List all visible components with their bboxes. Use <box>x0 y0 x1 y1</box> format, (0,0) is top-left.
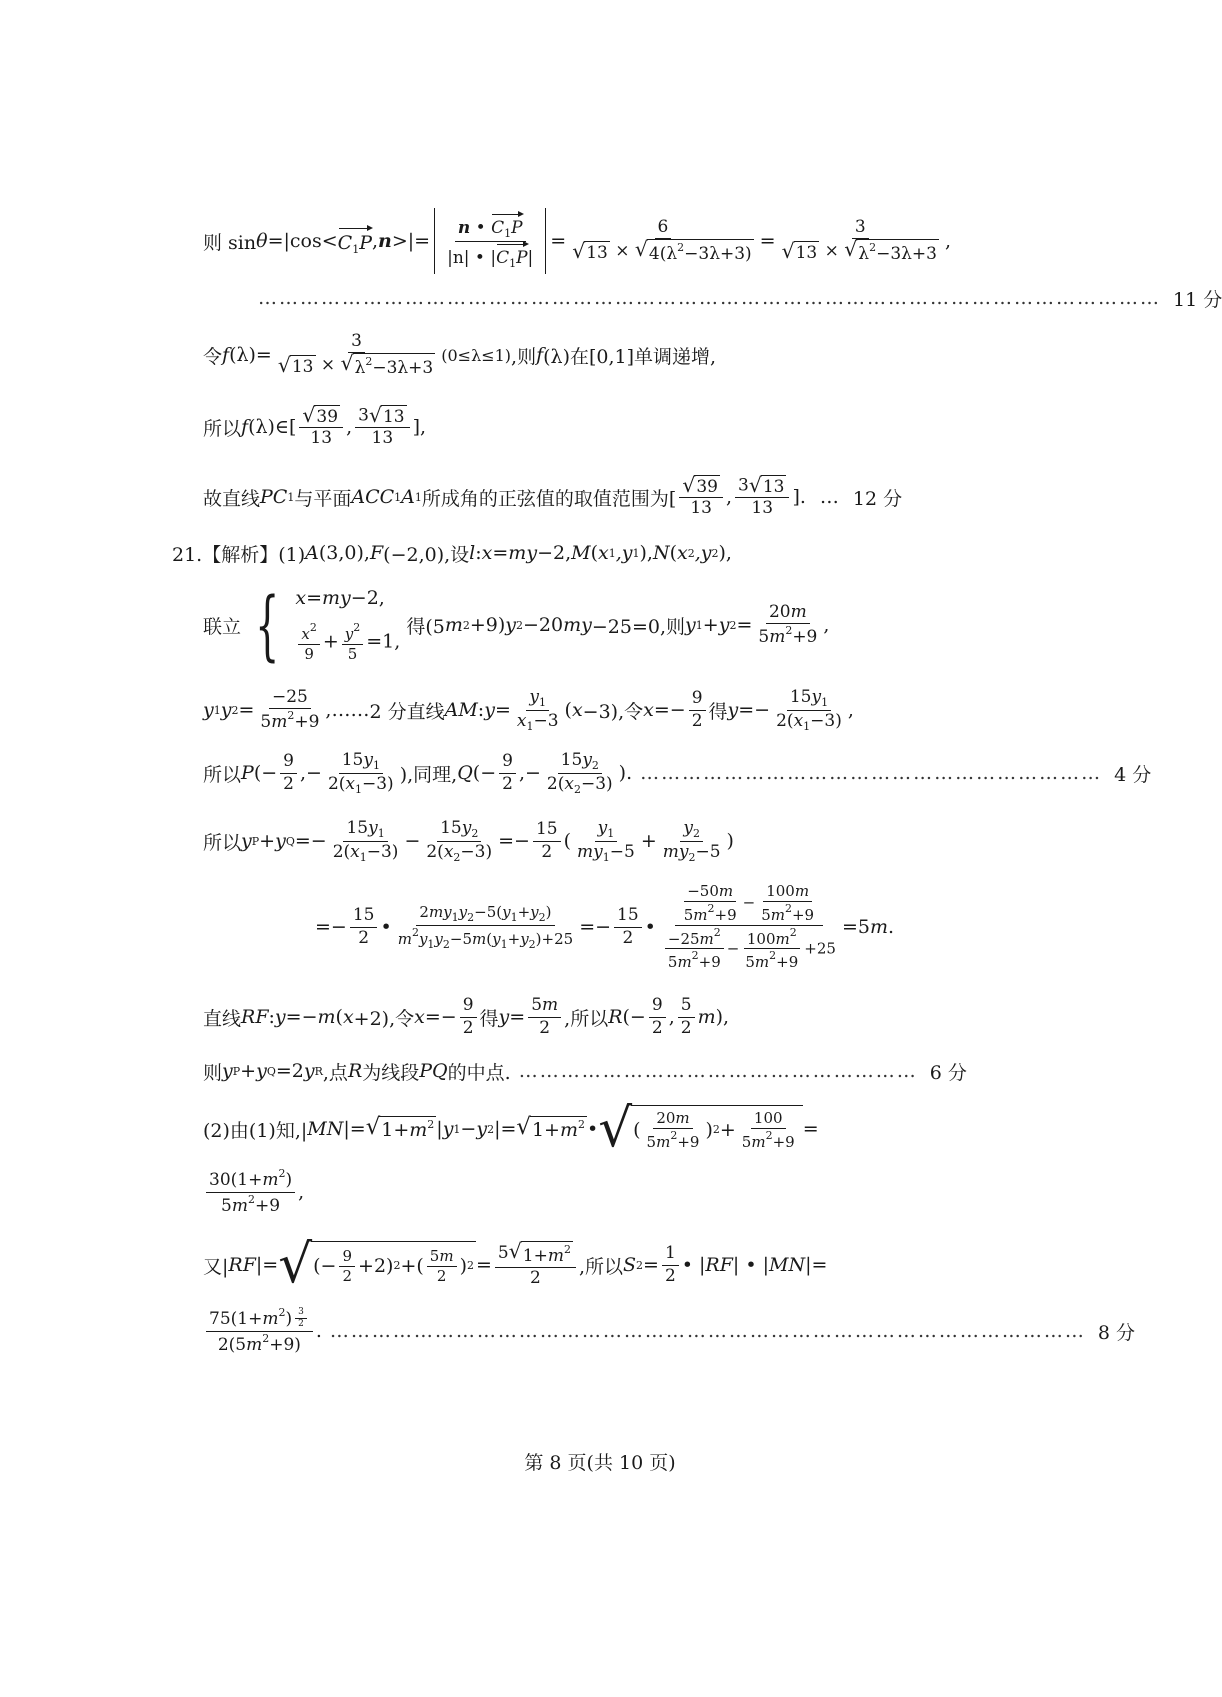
text: x <box>677 542 688 564</box>
text: 所以 <box>203 831 242 854</box>
text: − <box>404 830 421 852</box>
text: + <box>702 614 719 636</box>
text: ], <box>412 416 427 438</box>
fraction: $\frac{15y_2}{2(x_2-3)}$ <box>546 749 613 796</box>
text: 1 <box>608 546 616 560</box>
vector-n: n <box>378 230 392 252</box>
text: + <box>240 1060 257 1082</box>
text: 得 <box>708 700 728 723</box>
text: =− <box>424 1006 457 1028</box>
score-label: 12 分 <box>852 487 903 510</box>
text: ,所以 <box>578 1255 623 1278</box>
text: | • | <box>732 1254 770 1276</box>
text: =2 <box>275 1060 304 1082</box>
vector-c1p: $C_1P$ <box>338 226 372 256</box>
text: y <box>685 614 696 636</box>
text: . <box>315 1320 322 1342</box>
text: A <box>401 486 415 508</box>
text: l <box>469 542 476 564</box>
text: , <box>823 614 830 636</box>
text: y <box>484 699 495 721</box>
compound-fraction: $\frac{-50m}{5m^2+9}$ − $\frac{100m}{5m^2+9}$ $\frac{-25m^2}{5m^2+9}$ − $\frac{100m^2}{5m^2+9}$ +25 <box>659 882 839 972</box>
text: , <box>346 416 353 438</box>
text: (− <box>472 762 497 784</box>
text: (λ)在[0,1]单调递增, <box>543 345 717 368</box>
text: 1 <box>394 490 402 504</box>
text: (−2,0),设 <box>383 543 470 566</box>
text: 与平面 <box>294 487 352 510</box>
text: ) <box>726 830 734 852</box>
text: y <box>727 699 739 721</box>
text: ,y <box>694 542 712 564</box>
text: +9) <box>469 614 506 636</box>
text: 的中点. <box>447 1061 511 1084</box>
text: (− <box>253 762 278 784</box>
text: 1 <box>414 490 422 504</box>
fraction: $\frac{-25}{5m^2+9}$ <box>260 686 320 732</box>
text: y <box>274 1006 286 1028</box>
text: Q <box>457 762 473 784</box>
text: • | <box>681 1254 706 1276</box>
text: 故直线 <box>203 487 261 510</box>
text: 为线段 <box>362 1061 420 1084</box>
text: =− <box>653 699 686 721</box>
text: m <box>444 614 463 636</box>
q21-intro-line <box>172 530 950 576</box>
text: + <box>259 830 276 852</box>
system-line <box>203 575 950 675</box>
text: ,…… <box>325 699 370 721</box>
fraction: $\frac{5}{2}$ <box>678 995 695 1039</box>
text: = <box>509 1006 526 1028</box>
text: −2, <box>537 542 572 564</box>
text: (λ)= <box>229 344 272 366</box>
text: R <box>608 1006 623 1028</box>
text: 得(5 <box>406 615 445 638</box>
fraction: 6 √ 13 × √ $4(\lambda^2-3\lambda+3)$ <box>572 217 752 265</box>
fraction: $\frac{1}{2}$ <box>662 1243 679 1287</box>
text: ( <box>590 542 599 564</box>
text: : <box>475 542 482 564</box>
fraction: $\frac{y_1}{my_1-5}$ <box>577 817 635 864</box>
text: 得 <box>479 1007 499 1030</box>
text: m <box>697 1006 716 1028</box>
text: = <box>238 699 255 721</box>
score-label: 6 分 <box>929 1061 967 1084</box>
text: ),同理, <box>399 763 458 786</box>
text: ), <box>639 542 653 564</box>
text: RF <box>241 1006 269 1028</box>
text: f <box>222 344 230 366</box>
text: |= <box>343 1118 366 1140</box>
text: . <box>887 916 895 938</box>
text: m <box>317 1006 336 1028</box>
text: : <box>268 1006 275 1028</box>
text: 令 <box>203 345 223 368</box>
text: −20 <box>523 614 564 636</box>
text: = <box>550 230 567 252</box>
text: 2 <box>729 618 737 632</box>
text: >|= <box>391 230 431 252</box>
text: (3,0), <box>318 542 370 564</box>
text: y <box>303 1060 315 1082</box>
text: |= <box>805 1254 828 1276</box>
text: y <box>442 1118 454 1140</box>
fraction: $\frac{15y_2}{2(x_2-3)}$ <box>426 817 493 864</box>
fraction: $\frac{20m}{5m^2+9}$ <box>758 601 818 647</box>
dot-leader: ……………………………………………………………………………………………… <box>329 1320 1086 1342</box>
text: 2 <box>462 618 470 632</box>
text: my <box>563 614 592 636</box>
text: 1 <box>213 703 221 717</box>
fraction: $\frac{9}{2}$ <box>460 995 477 1039</box>
text: A <box>305 542 319 564</box>
text: ]. <box>792 486 806 508</box>
fraction: $\frac{15y_1}{2(x_1-3)}$ <box>327 749 394 796</box>
text: =− <box>738 699 771 721</box>
text: =− <box>579 916 612 938</box>
dot-leader: … <box>819 486 839 508</box>
text: x <box>342 1006 354 1028</box>
dot-leader: ………………………………………………………………………………………………………………… <box>258 287 1161 309</box>
fraction: $\frac{9}{2}$ <box>499 751 516 795</box>
text: (2)由(1)知,| <box>203 1119 308 1142</box>
fraction: $\frac{9}{2}$ <box>280 751 297 795</box>
text: • <box>644 916 656 938</box>
text: ( <box>564 699 572 721</box>
text: 1 <box>287 490 295 504</box>
text: 2 <box>711 546 719 560</box>
text: 2 <box>231 703 239 717</box>
fraction: 3 √ 13 13 <box>355 405 409 450</box>
score-label: 2 分 <box>369 700 407 723</box>
text: RF <box>228 1254 256 1276</box>
text: : <box>477 699 485 721</box>
text: M <box>571 542 591 564</box>
text: ), <box>715 1006 730 1028</box>
sine-expression-line <box>203 196 950 286</box>
big-expression-line <box>315 872 950 982</box>
text: 所以 <box>203 417 242 440</box>
text: ,则 <box>511 345 537 368</box>
text: 联立 <box>203 615 242 638</box>
text: (0≤λ≤1) <box>441 345 512 365</box>
text: , <box>668 1006 675 1028</box>
text: =|cos< <box>267 230 338 252</box>
text: 1 <box>695 618 703 632</box>
text: y <box>203 699 214 721</box>
text: = <box>494 699 511 721</box>
text: AM <box>444 699 478 721</box>
abs-fraction <box>434 208 546 275</box>
text: (λ)∈[ <box>248 416 297 438</box>
text: 则 sin <box>203 231 257 254</box>
s2-result-line <box>203 1286 1136 1376</box>
text: y <box>220 699 232 721</box>
text: 又| <box>203 1255 229 1278</box>
text: 直线 <box>406 700 445 723</box>
fraction: $\frac{y_2}{my_2-5}$ <box>662 817 721 864</box>
text: 1 <box>632 546 640 560</box>
text: ,− <box>518 762 541 784</box>
text: • <box>586 1118 599 1140</box>
score-label: 8 分 <box>1097 1321 1136 1344</box>
text: P <box>251 834 260 848</box>
text: my <box>508 542 538 564</box>
text: 2 <box>487 1122 495 1136</box>
radical: √ (− $\frac{9}{2}$ +2) 2 +( $\frac{5m}{2}$ ) 2 <box>278 1233 474 1296</box>
text: (− <box>622 1006 646 1028</box>
text: ACC <box>351 486 395 508</box>
text: ,− <box>299 762 322 784</box>
text: ,所以 <box>564 1007 609 1030</box>
text: 2 <box>516 618 524 632</box>
text: y <box>505 614 517 636</box>
theta: θ <box>256 230 268 252</box>
fraction: $\frac{15}{2}$ <box>350 905 378 949</box>
text: 所成角的正弦值的取值范围为[ <box>421 487 677 510</box>
fraction: $\frac{15}{2}$ <box>614 905 642 949</box>
text: x <box>481 542 493 564</box>
text: −25=0,则 <box>591 615 686 638</box>
fraction: 5 √ $1+m^2$ 2 <box>495 1241 576 1289</box>
text: = <box>476 1254 492 1276</box>
radical: √ $1+m^2$ <box>516 1114 585 1142</box>
text: ). <box>618 762 633 784</box>
text: − <box>460 1118 477 1140</box>
fraction: 3 √ 13 × √ $\lambda^2-3\lambda+3$ <box>277 331 434 379</box>
text: R <box>347 1060 363 1082</box>
text: PQ <box>419 1060 448 1082</box>
text: y <box>498 1006 510 1028</box>
text: , <box>371 230 379 252</box>
text: F <box>369 542 384 564</box>
text: −3),令 <box>582 700 644 723</box>
text: 1 <box>453 1122 461 1136</box>
text: =− <box>498 830 530 852</box>
fraction: √ 39 13 <box>299 405 343 450</box>
text: f <box>241 416 249 438</box>
text: ( <box>669 542 678 564</box>
text: =5 <box>841 916 870 938</box>
text: R <box>314 1064 323 1078</box>
text: P <box>241 762 254 784</box>
text: N <box>652 542 670 564</box>
fraction: √ 39 13 <box>679 475 723 520</box>
text: • <box>380 916 392 938</box>
text: y <box>256 1060 267 1082</box>
text: 则 <box>203 1061 223 1084</box>
fraction: 3 √ 13 13 <box>735 475 789 520</box>
fraction: $\frac{15y_1}{2(x_1-3)}$ <box>332 817 399 864</box>
dot-leader: ………………………………………………………… <box>640 762 1103 784</box>
text: ( <box>335 1006 343 1028</box>
text: = <box>802 1118 819 1140</box>
text: x <box>598 542 609 564</box>
text: 2 <box>687 546 695 560</box>
page-footer: 第 8 页(共 10 页) <box>524 1452 676 1474</box>
text: Q <box>266 1064 276 1078</box>
text: y <box>718 614 730 636</box>
score-label: 11 分 <box>1173 288 1222 311</box>
text: y <box>222 1060 233 1082</box>
text: MN <box>307 1118 344 1140</box>
fraction: $\frac{5m}{2}$ <box>528 995 561 1039</box>
text: 所以 <box>203 763 242 786</box>
text: ,y <box>615 542 633 564</box>
dot-leader: ………………………………………………… <box>518 1060 918 1082</box>
text: y <box>275 830 286 852</box>
text: , <box>298 1181 305 1203</box>
text: 直线 <box>203 1007 242 1030</box>
text: |= <box>494 1118 517 1140</box>
text: = <box>643 1254 659 1276</box>
text: y <box>476 1118 488 1140</box>
text: , <box>847 699 854 721</box>
fraction: $\frac{2my_1y_2-5(y_1+y_2)}{m^2y_1y_2-5m(y_1+y_2)+25}$ <box>397 902 574 951</box>
fraction: 3 √ 13 × √ $\lambda^2-3\lambda+3$ <box>781 217 937 265</box>
text: 21.【解析】(1) <box>172 543 306 566</box>
equation-system: { x=my−2, $\frac{x^2}{9}$ + $\frac{y^2}{5}$ =1, <box>255 580 401 669</box>
text: , <box>944 230 952 252</box>
text: Q <box>285 834 295 848</box>
text: | <box>436 1118 443 1140</box>
conclusion-line <box>203 452 938 542</box>
text: x <box>414 1006 425 1028</box>
text: + <box>640 830 657 852</box>
text: x <box>643 699 654 721</box>
text: , <box>725 486 732 508</box>
text: |= <box>255 1254 279 1276</box>
fraction: $\frac{9}{2}$ <box>689 688 706 732</box>
score-label: 4 分 <box>1114 763 1152 786</box>
text: y <box>241 830 252 852</box>
fraction: $\frac{15}{2}$ <box>533 819 561 863</box>
fraction: $\frac{15y_1}{2(x_1-3)}$ <box>776 686 842 733</box>
text: RF <box>705 1254 733 1276</box>
text: x <box>571 699 583 721</box>
fraction: $\frac{9}{2}$ <box>649 995 666 1039</box>
radical: √ $1+m^2$ <box>365 1114 435 1142</box>
fraction: $\frac{n • C_1P}{|n| • |C_1P|}$ <box>444 212 536 271</box>
text: m <box>869 916 888 938</box>
text: = <box>759 230 776 252</box>
text: =− <box>315 916 347 938</box>
text: 2 <box>636 1258 644 1272</box>
text: PC <box>260 486 288 508</box>
text: =− <box>294 830 327 852</box>
text: ), <box>718 542 732 564</box>
text: =− <box>285 1006 318 1028</box>
fraction: $\frac{y_1}{x_1-3}$ <box>516 686 559 733</box>
text: = <box>492 542 509 564</box>
text: P <box>232 1064 241 1078</box>
fraction: $75(1+m^2)$ $\frac{3}{2}$ $2(5m^2+9)$ <box>206 1306 313 1356</box>
text: MN <box>769 1254 806 1276</box>
text: ,点 <box>322 1061 348 1084</box>
text: +2),令 <box>353 1007 415 1030</box>
radical: √ ( $\frac{20m}{5m^2+9}$ ) 2 + $\frac{100}{5m^2+9}$ <box>598 1105 802 1153</box>
text: S <box>622 1254 637 1276</box>
text: ( <box>563 830 572 852</box>
text: f <box>536 344 544 366</box>
text: = <box>736 614 753 636</box>
fraction: $\frac{30(1+m^2)}{5m^2+9}$ <box>206 1167 295 1217</box>
